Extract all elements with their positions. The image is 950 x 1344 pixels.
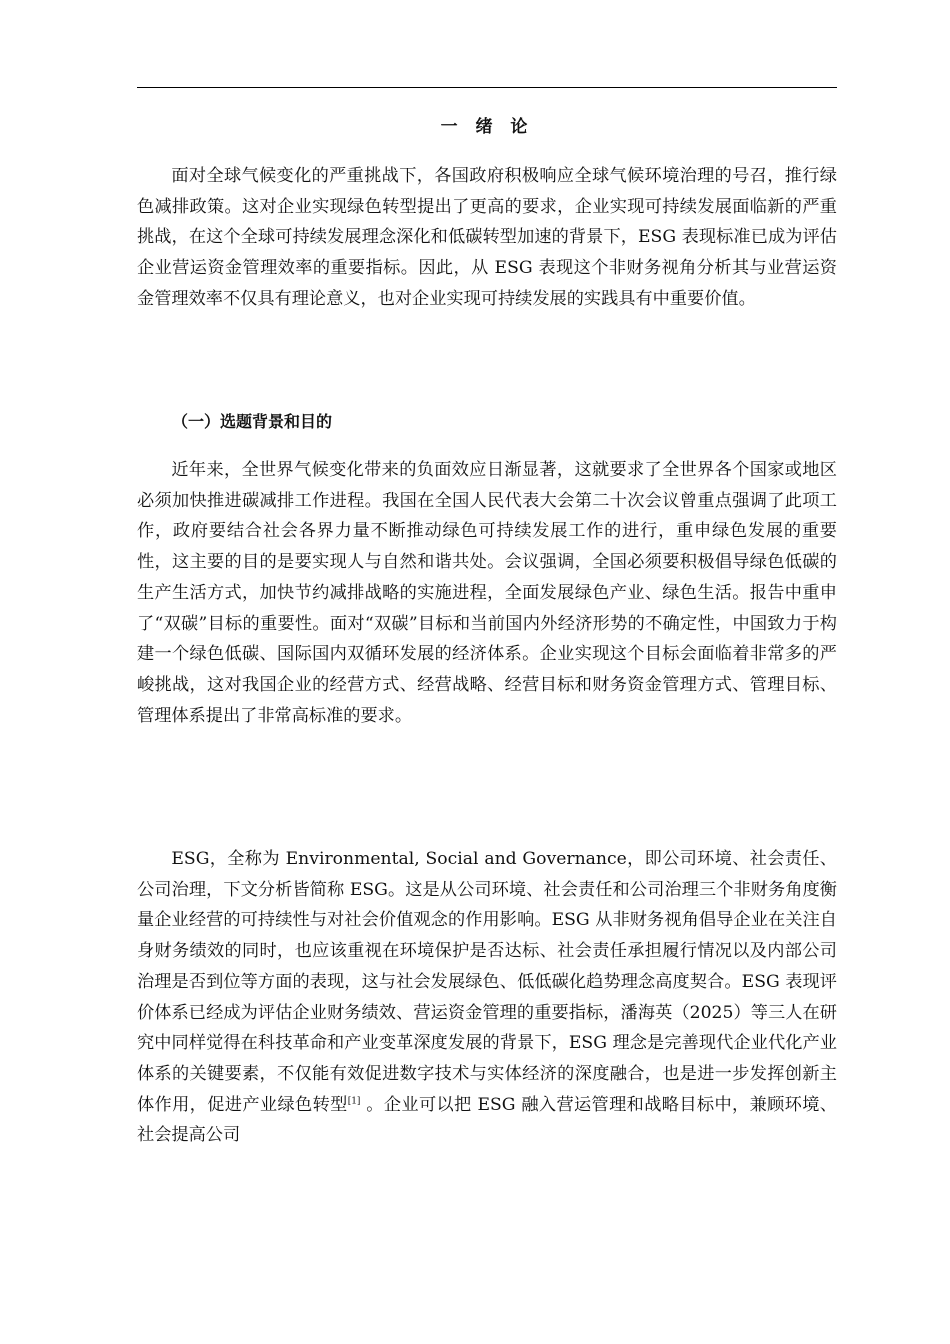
esg-paragraph-continuation: 。企业可以把 ESG 融入营运管理和战略目标中，兼顾环境、社会提高公司	[137, 1094, 837, 1146]
background-paragraph: 近年来，全世界气候变化带来的负面效应日渐显著，这就要求了全世界各个国家或地区必须加快推进碳减排工作进程。我国在全国人民代表大会第二十次会议曾重点强调了此项工作，政府要结合社会各界力量不断推动绿色可持续发展工作的进行，重申绿色发展的重要性，这主要的目的是要实现人与自然和谐共处。会议强调，全国必须要积极倡导绿色低碳的生产生活方式，加快节约减排战略的实施进程，全面发展绿色产业、绿色生活。报告中重申了“双碳”目标的重要性。面对“双碳”目标和当前国内外经济形势的不确定性，中国致力于构建一个绿色低碳、国际国内双循环发展的经济体系。企业实现这个目标会面临着非常多的严峻挑战，这对我国企业的经营方式、经营战略、经营目标和财务资金管理方式、管理目标、管理体系提出了非常高标准的要求。	[137, 460, 837, 726]
chapter-title: 一 绪 论	[440, 117, 534, 137]
intro-paragraph: 面对全球气候变化的严重挑战下，各国政府积极响应全球气候环境治理的号召，推行绿色减排政策。这对企业实现绿色转型提出了更高的要求，企业实现可持续发展面临新的严重挑战，在这个全球可持续发展理念深化和低碳转型加速的背景下，ESG 表现标准已成为评估企业营运资金管理效率的重要指标。因此，从 ESG 表现这个非财务视角分析其与业营运资金管理效率不仅具有理论意义，也对企业实现可持续发展的实践具有中重要价值。	[137, 166, 837, 309]
citation-reference: [1]	[347, 1095, 361, 1106]
section-heading: （一）选题背景和目的	[172, 412, 333, 431]
esg-paragraph-text: ESG，全称为 Environmental, Social and Governance，即公司环境、社会责任、公司治理，下文分析皆简称 ESG。这是从公司环境、社会责任和公司治理三个非财务角度衡量企业经营的可持续性与对社会价值观念的作用影响。ESG 从非财务视角倡导企业在关注自身财务绩效的同时，也应该重视在环境保护是否达标、社会责任承担履行情况以及内部公司治理是否到位等方面的表现，这与社会发展绿色、低低碳化趋势理念高度契合。ESG 表现评价体系已经成为评估企业财务绩效、营运资金管理的重要指标，潘海英（2025）等三人在研究中同样觉得在科技革命和产业变革深度发展的背景下，ESG 理念是完善现代企业代化产业体系的关键要素，不仅能有效促进数字技术与实体经济的深度融合，也是进一步发挥创新主体作用，促进产业绿色转型	[137, 849, 837, 1115]
esg-paragraph	[137, 844, 837, 1151]
header-rule	[137, 87, 837, 88]
